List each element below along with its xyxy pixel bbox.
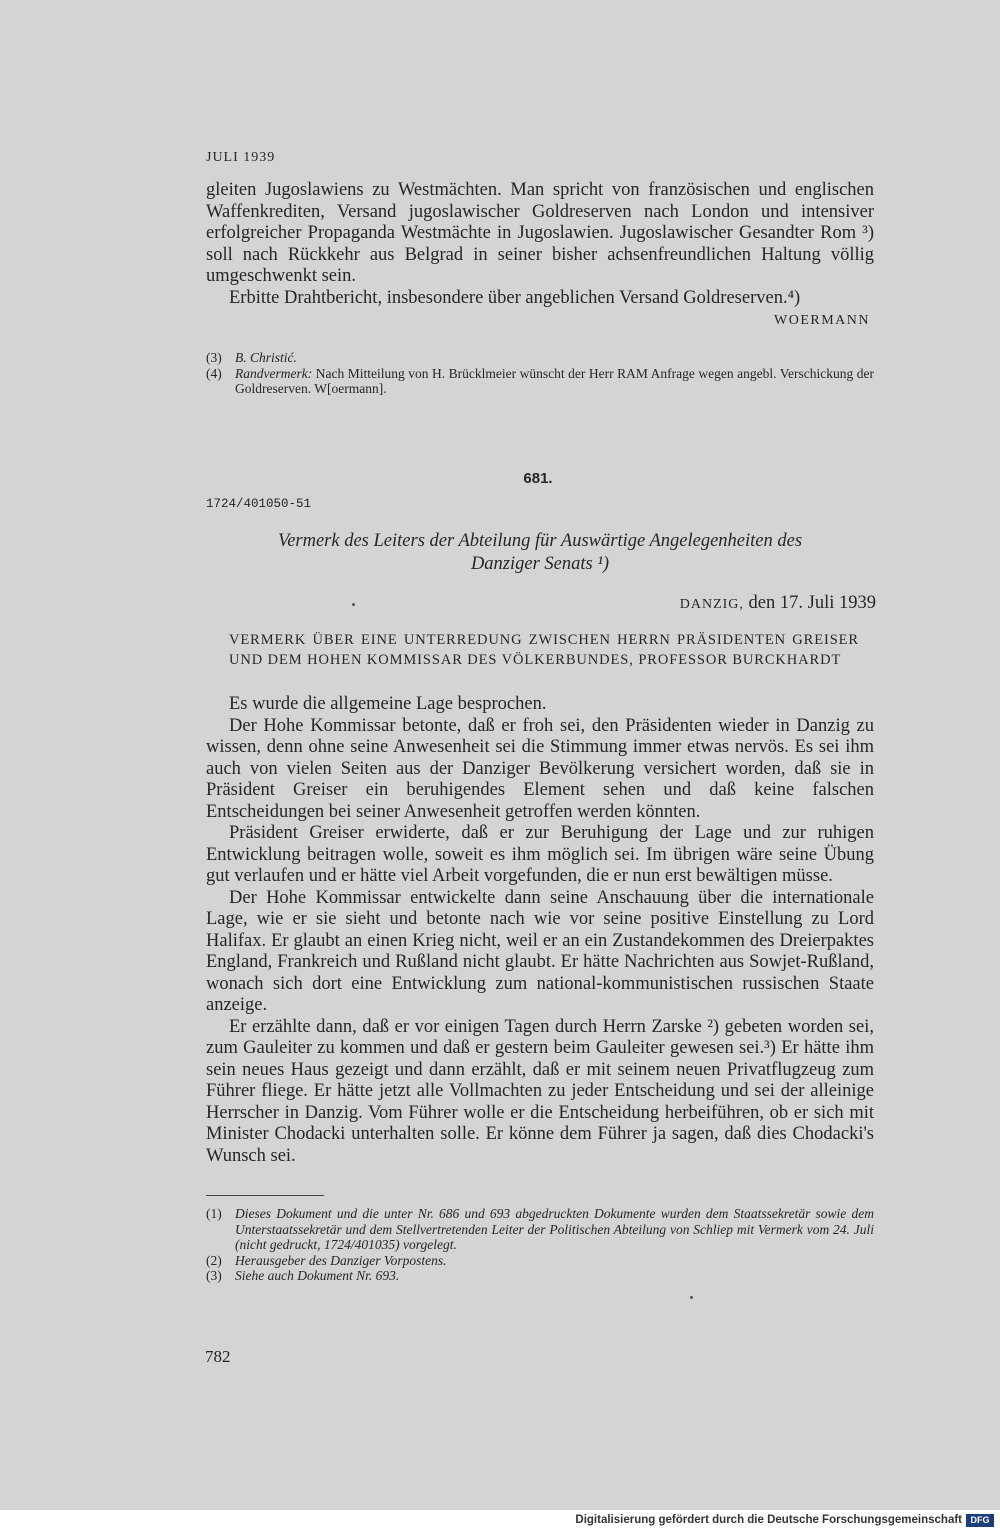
paragraph: Präsident Greiser erwiderte, daß er zur Beruhigung der Lage und zur ruhigen Entwicklung beitragen wolle, soweit es ihm möglich sei. Im übrigen wäre seine Übung gut verlaufen und er hätte viel Arbeit vorgefunden, die er nun erst bewältigen müsse. — [206, 823, 874, 886]
footnote-text: Herausgeber des Danziger Vorpostens. — [235, 1252, 447, 1268]
signature: WOERMANN — [774, 313, 870, 328]
continued-text — [206, 180, 874, 309]
footnote-number: (1) — [206, 1206, 222, 1221]
footnote-text: Dieses Dokument und die unter Nr. 686 und 693 abgedruckten Dokumente wurden dem Staatssekretär sowie dem Unterstaatssekretär und dem Stellvertretenden Leiter der Politischen Abteilung von Schliep mit Vermerk vom 24. Juli (nicht gedruckt, 1724/401035) vorgelegt. — [235, 1206, 874, 1252]
date-place: DANZIG, — [679, 597, 744, 612]
document-body — [206, 694, 874, 1167]
running-header: JULI 1939 — [206, 150, 276, 165]
footnote-text: B. Christić. — [235, 350, 297, 365]
footnote — [206, 366, 874, 397]
paragraph: Der Hohe Kommissar betonte, daß er froh sei, den Präsidenten wieder in Danzig zu wissen, denn ohne seine Anwesenheit sei die Stimmung immer etwas nervös. Es sei ihm auch von vielen Seiten aus der Danziger Bevölkerung versichert worden, daß sie in Präsident Greiser ein beruhigendes Element sehen und daß keine falschen Entscheidungen bei seiner Anwesenheit getroffen werden könnten. — [206, 715, 874, 822]
footnote-text: Nach Mitteilung von H. Brücklmeier wünscht der Herr RAM Anfrage wegen angebl. Verschickung der Goldreserven. W[oermann]. — [235, 365, 874, 396]
title-line: Danziger Senats ¹) — [470, 554, 610, 574]
dfg-logo-icon: DFG — [966, 1514, 994, 1527]
date-text: den 17. Juli 1939 — [748, 593, 876, 613]
footnote — [206, 1206, 874, 1253]
bottom-footnotes — [206, 1206, 874, 1284]
footnote-text: Siehe auch Dokument Nr. 693. — [235, 1268, 400, 1283]
document-title — [240, 530, 840, 576]
scan-speck — [352, 603, 355, 606]
page-number: 782 — [205, 1347, 231, 1366]
footnote-number: (4) — [206, 365, 222, 381]
scan-speck — [690, 1296, 693, 1299]
footnote — [206, 350, 874, 366]
footnote-divider — [206, 1195, 324, 1196]
digitization-footer — [0, 1510, 1000, 1532]
date-line — [680, 593, 876, 614]
footnote — [206, 1253, 874, 1269]
archive-reference: 1724/401050-51 — [206, 497, 312, 511]
subject-heading: VERMERK ÜBER EINE UNTERREDUNG ZWISCHEN HERRN PRÄSIDENTEN GREISER UND DEM HOHEN KOMMISSAR DES VÖLKERBUNDES, PROFESSOR BURCKHARDT — [229, 632, 859, 668]
paragraph: Erbitte Drahtbericht, insbesondere über angeblichen Versand Goldreserven.⁴) — [229, 287, 801, 308]
document-number: 681. — [523, 470, 553, 487]
footnote-label: Randvermerk: — [235, 365, 313, 381]
paragraph: Er erzählte dann, daß er vor einigen Tagen durch Herrn Zarske ²) gebeten worden sei, zum Gauleiter zu kommen und daß er gestern beim Gauleiter gewesen sei.³) Er hätte ihm sein neues Haus gezeigt und dann erzählt, daß er mit seinem neuen Privatflugzeug zum Führer fliege. Er hätte jetzt alle Vollmachten zu jeder Entscheidung und sei der alleinige Herrscher in Danzig. Vom Führer wolle er die Entscheidung herbeiführen, ob er sich mit Minister Chodacki unterhalten solle. Er könne dem Führer ja sagen, daß dies Chodacki's Wunsch sei. — [206, 1016, 874, 1166]
paragraph: gleiten Jugoslawiens zu Westmächten. Man spricht von französischen und englischen Waffenkrediten, Versand jugoslawischer Goldreserven nach London und intensiver erfolgreicher Propaganda Westmächte in Jugoslawien. Jugoslawischer Gesandter Rom ³) soll nach Rückkehr aus Belgrad in seiner bisher achsenfreundlichen Haltung völlig umgeschwenkt sein. — [206, 180, 874, 286]
top-footnotes — [206, 350, 874, 397]
footnote-number: (3) — [206, 350, 222, 365]
footnote-number: (3) — [206, 1268, 222, 1283]
footnote-number: (2) — [206, 1252, 222, 1268]
footnote — [206, 1268, 874, 1284]
title-line: Vermerk des Leiters der Abteilung für Auswärtige Angelegenheiten des — [277, 531, 803, 551]
funding-notice: Digitalisierung gefördert durch die Deutsche Forschungsgemeinschaft — [575, 1514, 962, 1526]
paragraph: Es wurde die allgemeine Lage besprochen. — [229, 694, 547, 714]
paragraph: Der Hohe Kommissar entwickelte dann seine Anschauung über die internationale Lage, wie er sie sieht und betonte nach wie vor seine positive Einstellung zu Lord Halifax. Er glaubt an einen Krieg nicht, weil er an ein Zustandekommen des Dreierpaktes England, Frankreich und Rußland nicht glaubt. Er hätte Nachrichten aus Sowjet-Rußland, wonach sich dort eine Entwicklung zum national-kommunistischen russischen Staate anzeige. — [206, 887, 874, 1015]
